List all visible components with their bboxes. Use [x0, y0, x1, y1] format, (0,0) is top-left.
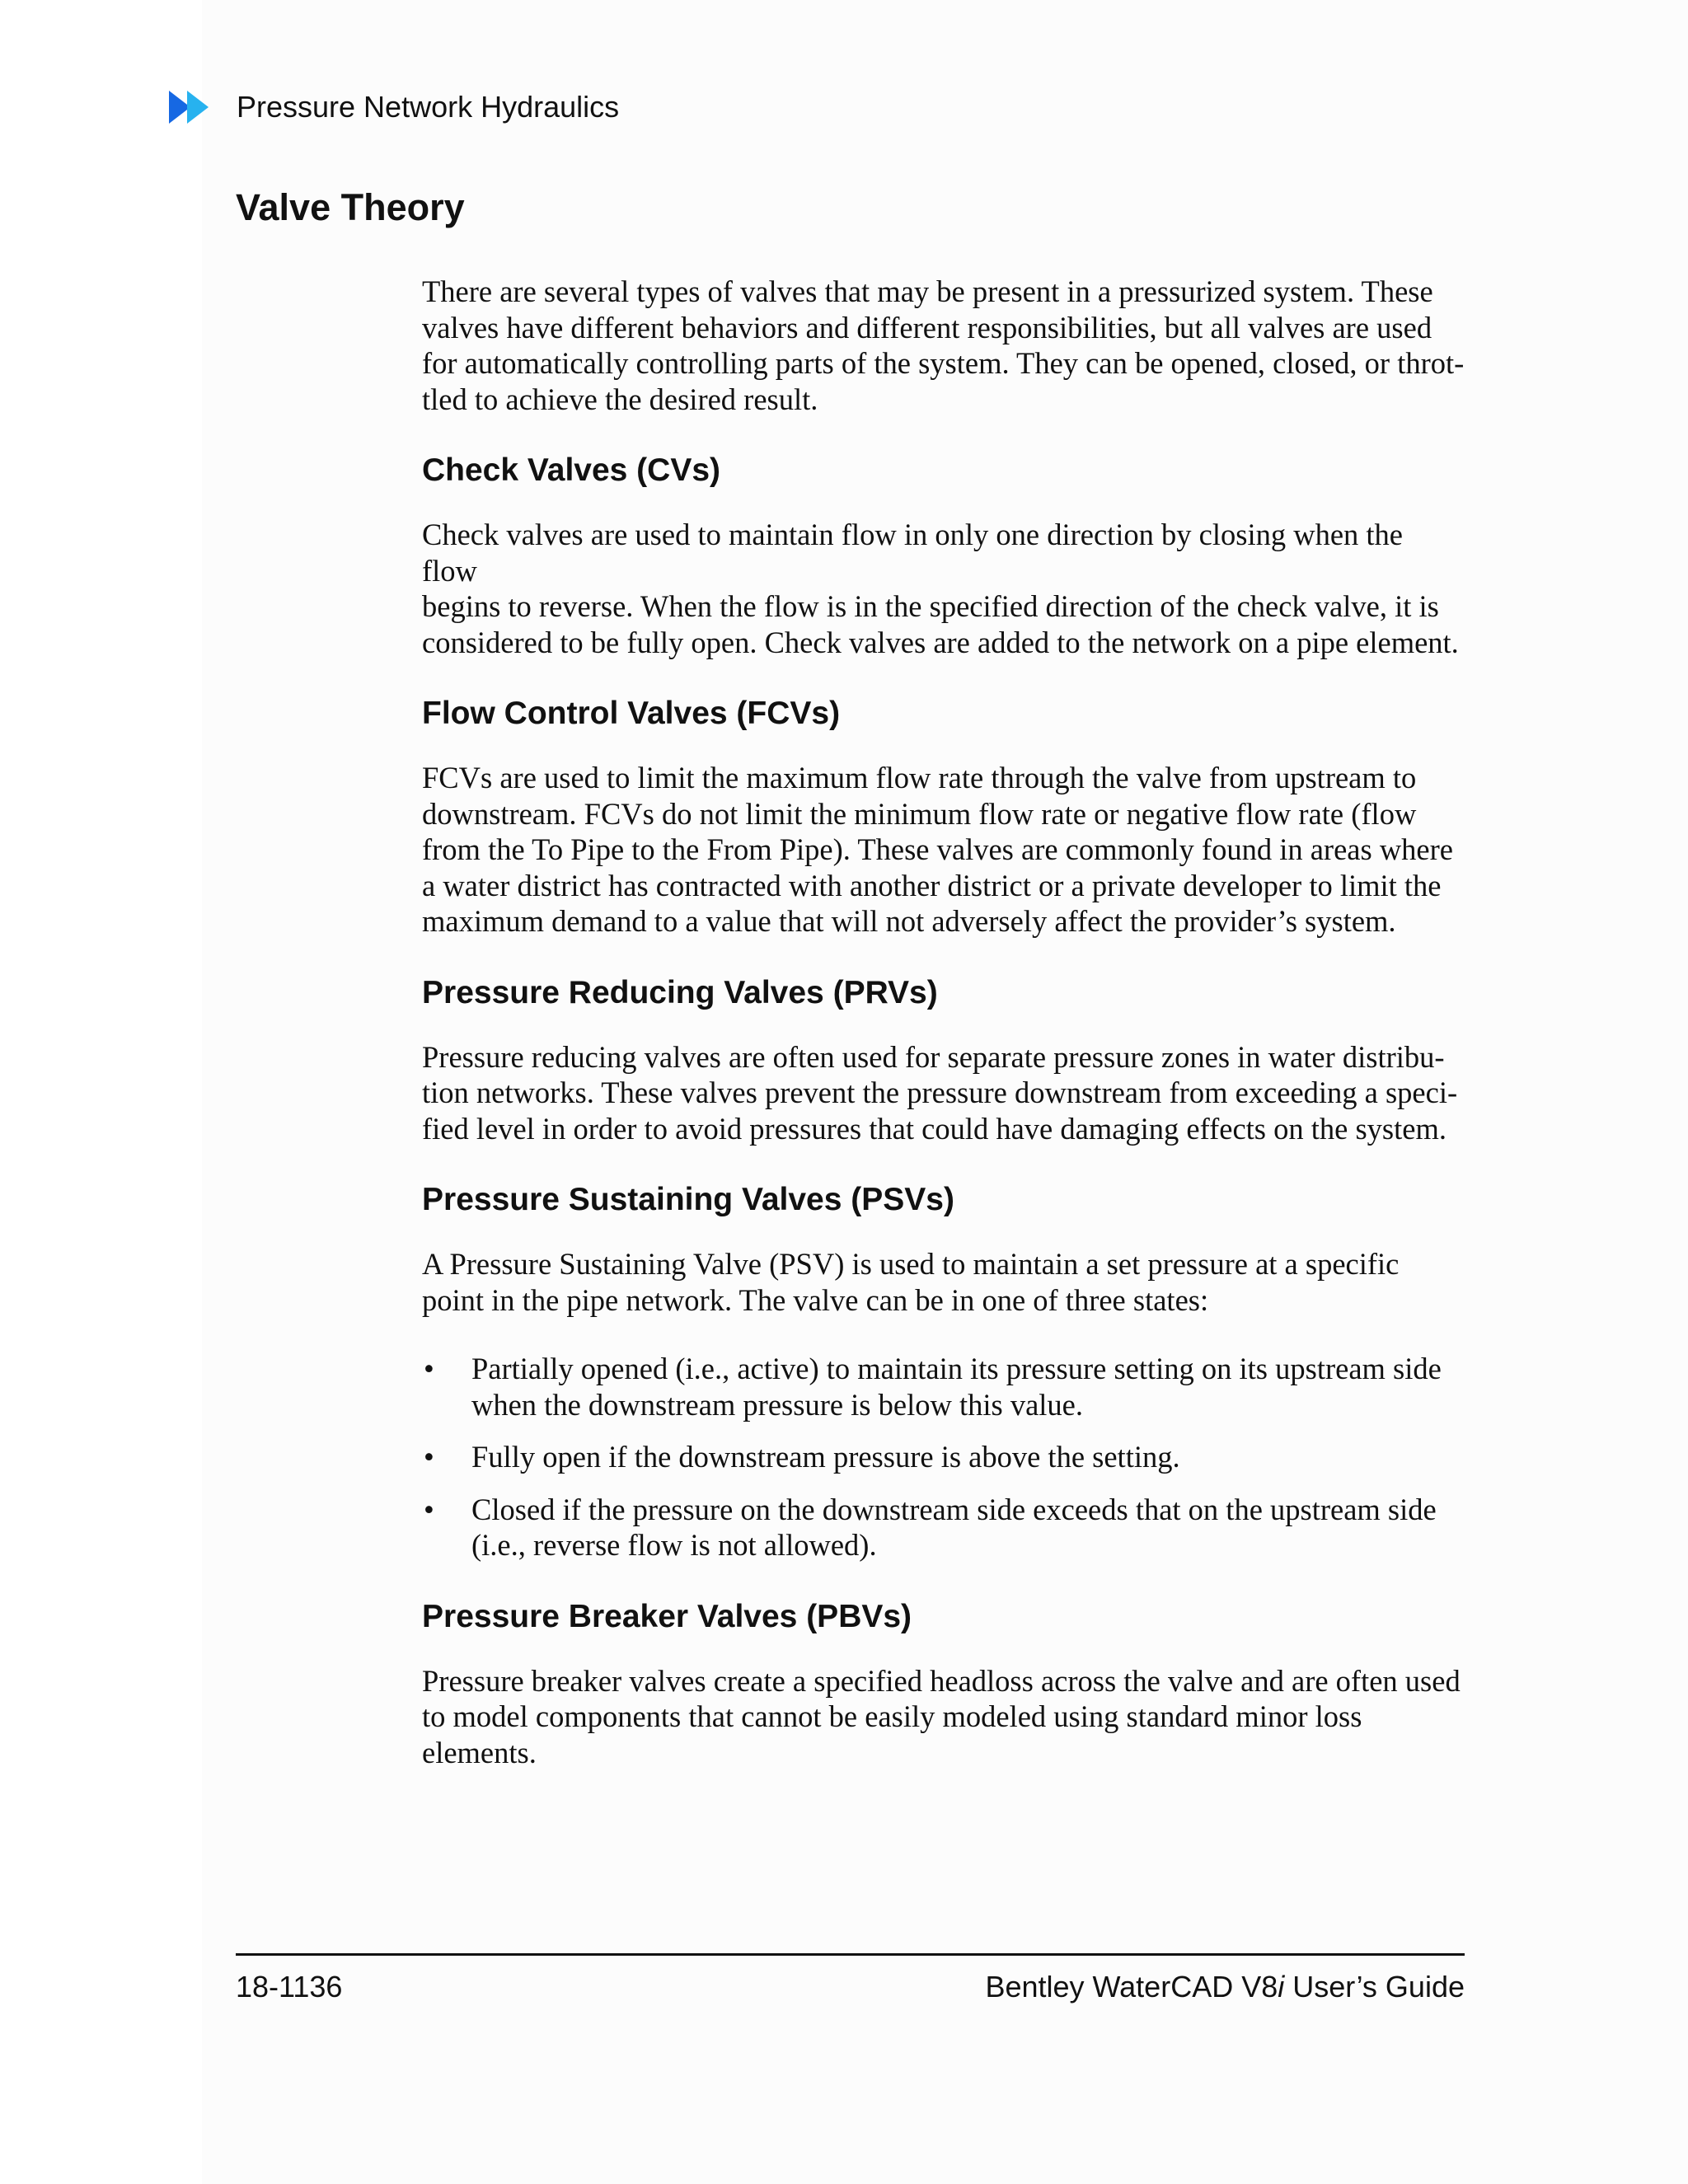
text-line: tled to achieve the desired result.	[422, 382, 818, 416]
page-number: 18-1136	[236, 1970, 343, 2004]
guide-title-prefix: Bentley WaterCAD V8	[985, 1970, 1278, 2004]
bullet-mark: •	[424, 1352, 434, 1385]
text-line: (i.e., reverse flow is not allowed).	[471, 1528, 877, 1562]
text-line: a water district has contracted with another district or a private developer to limit the	[422, 868, 1442, 902]
subheading-flow-control-valves: Flow Control Valves (FCVs)	[422, 696, 841, 731]
list-item	[422, 1439, 1465, 1475]
body-content	[422, 274, 1465, 1770]
text-line: FCVs are used to limit the maximum flow rate through the valve from upstream to	[422, 761, 1417, 794]
text-line: begins to reverse. When the flow is in the specified direction of the check valve, it is	[422, 589, 1439, 623]
subheading-pressure-reducing-valves: Pressure Reducing Valves (PRVs)	[422, 974, 938, 1010]
paragraph-pressure-breaker-valves	[422, 1663, 1465, 1771]
guide-title	[985, 1970, 1465, 2004]
text-line: downstream. FCVs do not limit the minimum flow rate or negative flow rate (flow	[422, 796, 1417, 831]
text-line: tion networks. These valves prevent the pressure downstream from exceeding a speci-	[422, 1076, 1458, 1109]
text-line: Closed if the pressure on the downstream side exceeds that on the upstream side	[471, 1492, 1437, 1526]
text-line: to model components that cannot be easily modeled using standard minor loss	[422, 1699, 1362, 1733]
subheading-check-valves: Check Valves (CVs)	[422, 452, 721, 488]
list-item	[422, 1492, 1465, 1563]
guide-title-suffix: User’s Guide	[1284, 1970, 1465, 2004]
subheading-pressure-sustaining-valves: Pressure Sustaining Valves (PSVs)	[422, 1182, 954, 1217]
text-line: Pressure breaker valves create a specified headloss across the valve and are often used	[422, 1663, 1461, 1698]
footer-rule	[236, 1953, 1465, 1956]
intro-paragraph	[422, 274, 1465, 417]
text-line: elements.	[422, 1735, 537, 1769]
bullet-mark: •	[424, 1440, 434, 1474]
paragraph-flow-control-valves	[422, 760, 1465, 940]
paragraph-pressure-reducing-valves	[422, 1039, 1465, 1147]
valve-states-list	[422, 1351, 1465, 1563]
paragraph-pressure-sustaining-valves	[422, 1246, 1465, 1318]
list-item	[422, 1351, 1465, 1422]
subheading-pressure-breaker-valves: Pressure Breaker Valves (PBVs)	[422, 1598, 912, 1634]
chapter-title: Pressure Network Hydraulics	[237, 90, 620, 124]
paragraph-check-valves	[422, 517, 1465, 660]
text-line: for automatically controlling parts of the system. They can be opened, closed, or throt-	[422, 346, 1465, 380]
text-line: fied level in order to avoid pressures that could have damaging effects on the system.	[422, 1111, 1447, 1146]
guide-title-italic: i	[1278, 1970, 1285, 2004]
text-line: maximum demand to a value that will not adversely affect the provider’s system.	[422, 904, 1396, 938]
text-line: Check valves are used to maintain flow in only one direction by closing when the flow	[422, 518, 1404, 588]
running-header	[169, 87, 619, 128]
text-line: Fully open if the downstream pressure is above the setting.	[471, 1440, 1180, 1474]
bullet-mark: •	[424, 1492, 434, 1526]
text-line: Pressure reducing valves are often used for separate pressure zones in water distribu-	[422, 1039, 1445, 1074]
text-line: A Pressure Sustaining Valve (PSV) is used to maintain a set pressure at a specific	[422, 1247, 1400, 1281]
section-title: Valve Theory	[236, 186, 465, 228]
text-line: from the To Pipe to the From Pipe). These valves are commonly found in areas where	[422, 832, 1453, 866]
text-line: when the downstream pressure is below this value.	[471, 1387, 1083, 1422]
text-line: Partially opened (i.e., active) to maintain its pressure setting on its upstream side	[471, 1352, 1442, 1385]
text-line: considered to be fully open. Check valves are added to the network on a pipe element.	[422, 625, 1459, 659]
double-arrow-icon	[169, 89, 222, 125]
text-line: There are several types of valves that may be present in a pressurized system. These	[422, 274, 1433, 308]
text-line: point in the pipe network. The valve can be in one of three states:	[422, 1282, 1209, 1317]
text-line: valves have different behaviors and different responsibilities, but all valves are used	[422, 310, 1432, 344]
